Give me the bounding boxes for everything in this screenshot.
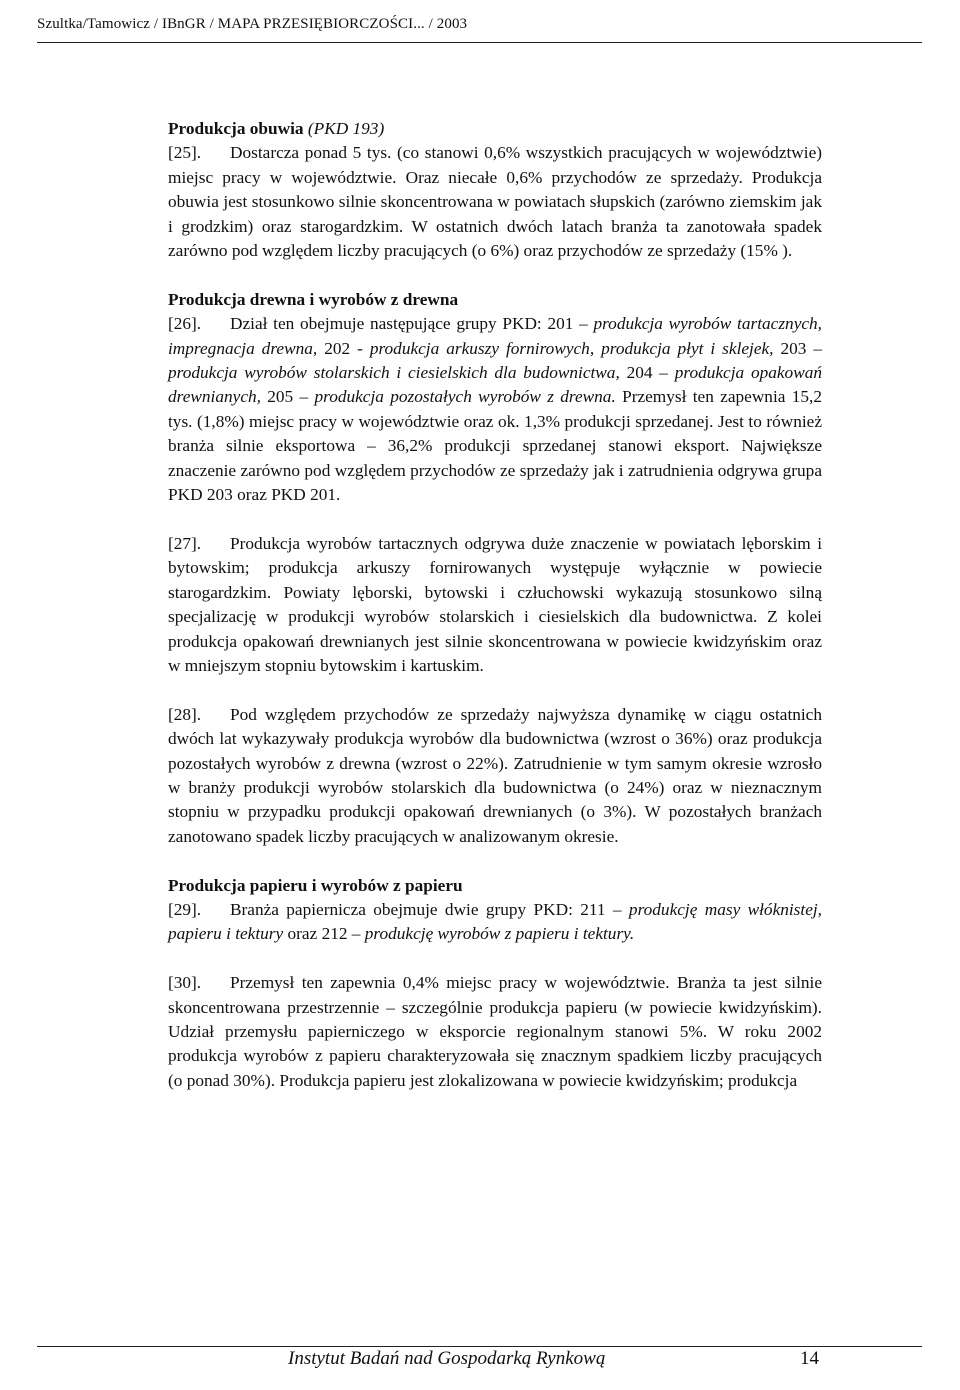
section-heading-text: Produkcja drewna i wyrobów z drewna (168, 289, 459, 309)
italic-text: produkcję wyrobów z papieru i tektury. (364, 924, 635, 944)
paragraph-text: Dział ten obejmuje następujące grupy PKD: 201 – (230, 314, 594, 334)
paragraph-text: 204 – (619, 363, 675, 383)
paragraph-text: Przemysł ten zapewnia 0,4% miejsc pracy w województwie. Branża ta jest silnie skoncentrowana przestrzennie – szczególnie produkcja papieru (w powiecie kwidzyńskim). Udział przemysłu papierniczego w eksporcie regionalnym stanowi 5%. W roku 2002 produkcja wyrobów z papieru charakteryzowała się znacznym spadkiem liczby pracujących (o ponad 30%). Produkcja papieru jest zlokalizowana w powiecie kwidzyńskim; produkcja (168, 973, 822, 1090)
section (168, 288, 822, 849)
footer-rule (37, 1346, 922, 1347)
section-heading-note: (PKD 193) (307, 119, 385, 138)
italic-text: produkcja wyrobów tartacznych, impregnacja drewna, (168, 314, 822, 358)
italic-text: produkcja opakowań drewnianych, (168, 363, 822, 407)
paragraph-text: Pod względem przychodów ze sprzedaży najwyższa dynamikę w ciągu ostatnich dwóch lat wykazywały produkcja wyrobów dla budownictwa (wzrost o 36%) oraz produkcja pozostałych wyrobów z drewna (wzrost o 22%). Zatrudnienie w tym samym okresie wzrosło w branży produkcji wyrobów stolarskich dla budownictwa (o 24%) oraz w nieznacznym stopniu w przypadku produkcji opakowań drewnianych (o 3%). W pozostałych branżach zanotowano spadek liczby pracujących w analizowanym okresie. (168, 704, 822, 846)
paragraph-text: Branża papiernicza obejmuje dwie grupy PKD: 211 – (230, 899, 629, 919)
section-heading-text: Produkcja papieru i wyrobów z papieru (168, 875, 463, 895)
section (168, 117, 822, 263)
paragraph-number: [27]. (168, 533, 202, 553)
paragraph-number: [30]. (168, 973, 202, 993)
section-heading-text: Produkcja obuwia (168, 119, 304, 138)
section-heading (168, 288, 822, 312)
section-heading (168, 117, 822, 141)
paragraph-number: [25]. (168, 143, 202, 163)
page-number: 14 (800, 1348, 819, 1369)
paragraph-number: [26]. (168, 314, 202, 334)
paragraph-number: [28]. (168, 704, 202, 724)
section-heading (168, 874, 822, 898)
paragraph-text: oraz 212 – (283, 924, 365, 944)
paragraph-text: 203 – (773, 338, 823, 358)
section (168, 874, 822, 1094)
document-body (168, 117, 822, 1093)
paragraph-text: Przemysł ten zapewnia 15,2 tys. (1,8%) miejsc pracy w województwie oraz ok. 1,3% produkcji sprzedanej. Jest to również branża silnie eksportowa – 36,2% produkcji sprzedanej stanowi eksport. Największe znaczenie zarówno pod względem przychodów ze sprzedaży jak i zatrudnienia odgrywa grupa PKD 203 oraz PKD 201. (168, 387, 822, 505)
paragraph-number: [29]. (168, 899, 202, 919)
header-rule (37, 42, 922, 43)
running-head: Szultka/Tamowicz / IBnGR / MAPA PRZESIĘBIORCZOŚCI... / 2003 (37, 16, 468, 32)
paragraph (168, 703, 822, 849)
paragraph (168, 971, 822, 1093)
paragraph (168, 898, 822, 947)
paragraph-text: Dostarcza ponad 5 tys. (co stanowi 0,6% wszystkich pracujących w województwie) miejsc pracy w województwie. Oraz niecałe 0,6% przychodów ze sprzedaży. Produkcja obuwia jest stosunkowo silnie skoncentrowana w powiatach słupskich (zarówno ziemskim jak i grodzkim) oraz starogardzkim. W ostatnich dwóch latach branża ta zanotowała spadek zarówno pod względem liczby pracujących (o 6%) oraz przychodów ze sprzedaży (15% ). (168, 143, 822, 261)
paragraph-text: 205 – (260, 387, 315, 407)
italic-text: produkcja pozostałych wyrobów z drewna. (314, 387, 616, 407)
footer-institution: Instytut Badań nad Gospodarką Rynkową (288, 1348, 606, 1369)
paragraph-text: 202 - (317, 338, 370, 358)
italic-text: produkcja wyrobów stolarskich i ciesielskich dla budownictwa, (168, 363, 620, 383)
italic-text: produkcja arkuszy fornirowych, produkcja płyt i sklejek, (369, 338, 774, 358)
paragraph (168, 532, 822, 678)
paragraph (168, 312, 822, 507)
paragraph (168, 141, 822, 263)
paragraph-text: Produkcja wyrobów tartacznych odgrywa duże znaczenie w powiatach lęborskim i bytowskim; produkcja arkuszy fornirowanych występuje wyłącznie w powiecie starogardzkim. Powiaty lęborski, bytowski i człuchowski wykazują stosunkowo silną specjalizację w produkcji wyrobów stolarskich i ciesielskich dla budownictwa. Z kolei produkcja opakowań drewnianych jest silnie skoncentrowana w powiecie kwidzyńskim oraz w mniejszym stopniu bytowskim i kartuskim. (168, 533, 822, 675)
italic-text: produkcję masy włóknistej, papieru i tektury (168, 899, 823, 944)
